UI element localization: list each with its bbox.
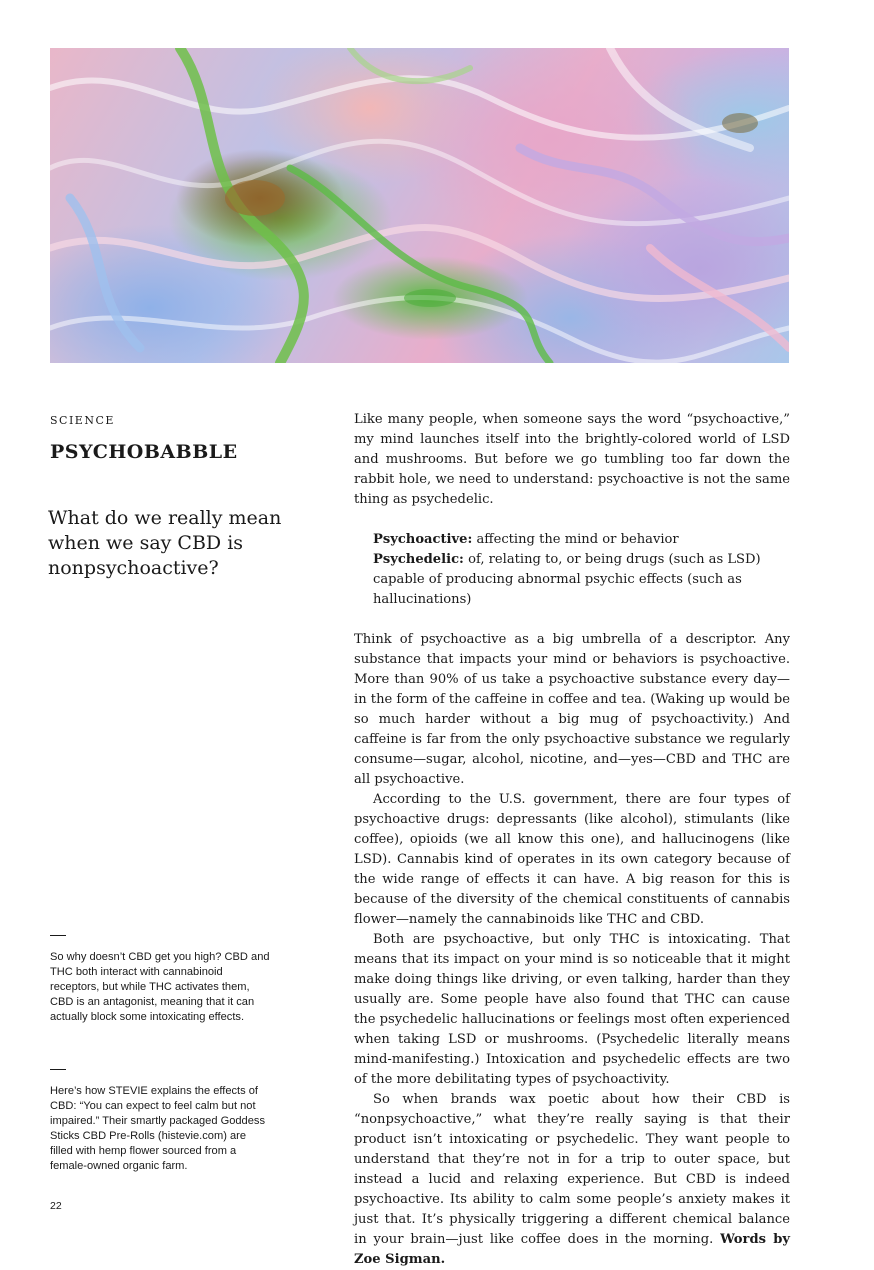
- hero-marbled-image: [50, 48, 789, 363]
- marble-swirls: [50, 48, 789, 363]
- article-headline: PSYCHOBABBLE: [50, 441, 238, 463]
- byline: Words by Zoe Sigman.: [354, 1232, 791, 1267]
- article-body: [354, 410, 790, 1270]
- body-paragraph-text: So when brands wax poetic about how their CBD is “nonpsychoactive,” what they’re really saying is that their product isn’t intoxicating or psychedelic. They want people to understand that they’re not in for a trip to outer space, but instead a lucid and relaxing experience. But CBD is indeed psychoactive. Its ability to calm some people’s anxiety makes it just that. It’s physically triggering a different chemical balance in your brain—just like coffee does in the morning.: [354, 1092, 790, 1247]
- sidenote-rule: [50, 1069, 66, 1070]
- sidenote-text: So why doesn’t CBD get you high? CBD and THC both interact with cannabinoid receptors, but while THC activates them, CBD is an antagonist, meaning that it can actually block some intoxicating effects.: [50, 951, 270, 1023]
- article-dek: What do we really mean when we say CBD is nonpsychoactive?: [48, 507, 282, 579]
- sidenote-rule: [50, 935, 66, 936]
- page-number: 22: [50, 1200, 62, 1212]
- definition-item: [373, 530, 790, 550]
- definition-text: affecting the mind or behavior: [476, 532, 679, 547]
- body-paragraph: According to the U.S. government, there are four types of psychoactive drugs: depressants (like alcohol), stimulants (like coffee), opioids (we all know this one), and hallucinogens (like LSD). Cannabis kind of operates in its own category because of the wide range of effects it can have. A big reason for this is because of the diversity of the chemical constituents of cannabis flower—namely the cannabinoids like THC and CBD.: [354, 792, 790, 927]
- body-paragraph: Think of psychoactive as a big umbrella of a descriptor. Any substance that impacts your mind or behaviors is psychoactive. More than 90% of us take a psychoactive substance every day—in the form of the caffeine in coffee and tea. (Waking up would be so much harder without a big mug of psychoactivity.) And caffeine is far from the only psychoactive substance we regularly consume—sugar, alcohol, nicotine, and—yes—CBD and THC are all psychoactive.: [354, 632, 790, 787]
- body-paragraph: [354, 1090, 790, 1270]
- definitions-block: [373, 530, 790, 610]
- definition-text: of, relating to, or being drugs (such as LSD) capable of producing abnormal psychic effects (such as hallucinations): [373, 552, 761, 607]
- lead-paragraph: Like many people, when someone says the word “psychoactive,” my mind launches itself into the brightly-colored world of LSD and mushrooms. But before we go tumbling too far down the rabbit hole, we need to understand: psychoactive is not the same thing as psychedelic.: [354, 412, 790, 507]
- sidenote-text: Here’s how STEVIE explains the effects of CBD: “You can expect to feel calm but not impaired.” Their smartly packaged Goddess Sticks CBD Pre-Rolls (histevie.com) are filled with hemp flower sourced from a female-owned organic farm.: [50, 1085, 265, 1172]
- section-kicker: SCIENCE: [50, 414, 115, 427]
- sidenote-cbd-high: [50, 935, 270, 1025]
- definition-term: Psychoactive:: [373, 532, 473, 547]
- definition-item: [373, 550, 790, 610]
- definition-term: Psychedelic:: [373, 552, 464, 567]
- body-paragraph: Both are psychoactive, but only THC is intoxicating. That means that its impact on your mind is so noticeable that it might make doing things like driving, or even talking, harder than they usually are. Some people have also found that THC can cause the psychedelic hallucinations or feelings most often experienced when taking LSD or mushrooms. (Psychedelic literally means mind-manifesting.) Intoxication and psychedelic effects are two of the more debilitating types of psychoactivity.: [354, 932, 790, 1087]
- sidenote-stevie: [50, 1069, 270, 1174]
